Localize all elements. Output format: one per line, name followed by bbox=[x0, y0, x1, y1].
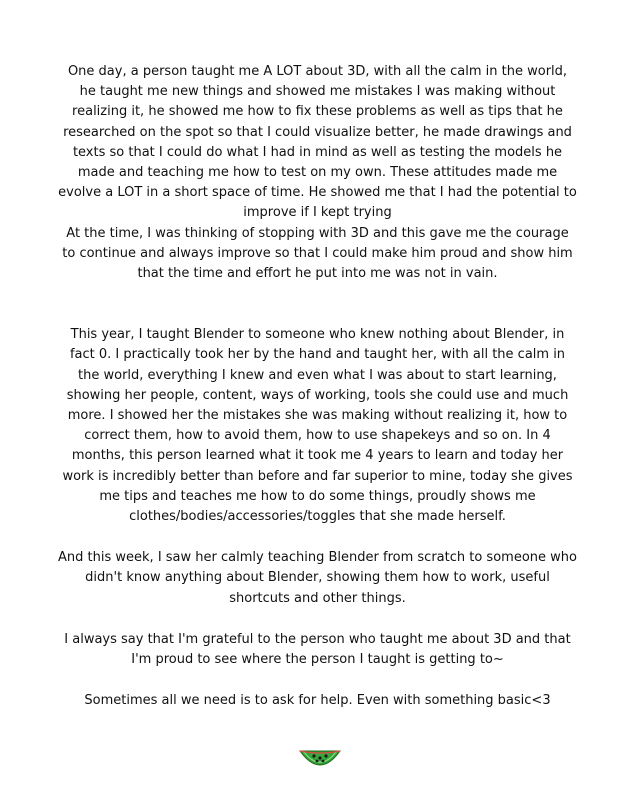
spacer bbox=[58, 527, 577, 548]
paragraph-ask-for-help: Sometimes all we need is to ask for help. Even with something basic<3 bbox=[84, 693, 551, 709]
paragraph-courage: At the time, I was thinking of stopping with 3D and this gave me the courage to continue and always improve so that I could make him proud and show him that the time and effort he put into me was not in vain. bbox=[62, 225, 573, 282]
watermelon-slice-icon bbox=[298, 745, 342, 773]
paragraph-first-teacher: One day, a person taught me A LOT about 3D, with all the calm in the world, he taught me new things and showed me mistakes I was making without realizing it, he showed me how to fix these problems as well as tips that he researched on the spot so that I could visualize better, he made drawings and texts so that I could do what I had in mind as well as testing the models he made and teaching me how to test on my own. These attitudes made me evolve a LOT in a short space of time. He showed me that I had the potential to improve if I kept trying bbox=[58, 64, 577, 221]
spacer bbox=[58, 670, 577, 691]
paragraph-grateful: I always say that I'm grateful to the person who taught me about 3D and that I'm proud to see where the person I taught is getting to~ bbox=[64, 631, 571, 668]
paragraph-this-week: And this week, I saw her calmly teaching Blender from scratch to someone who didn't know anything about Blender, showing them how to work, useful shortcuts and other things. bbox=[58, 550, 577, 606]
document-body bbox=[58, 62, 577, 711]
spacer bbox=[58, 284, 577, 325]
paragraph-taught-blender: This year, I taught Blender to someone who knew nothing about Blender, in fact 0. I practically took her by the hand and taught her, with all the calm in the world, everything I knew and even what I was about to start learning, showing her people, content, ways of working, tools she could use and much more. I showed her the mistakes she was making without realizing it, how to correct them, how to avoid them, how to use shapekeys and so on. In 4 months, this person learned what it took me 4 years to learn and today her work is incredibly better than before and far superior to mine, today she gives me tips and teaches me how to do some things, proudly shows me clothes/bodies/accessories/toggles that she made herself. bbox=[62, 327, 573, 525]
spacer bbox=[58, 609, 577, 630]
